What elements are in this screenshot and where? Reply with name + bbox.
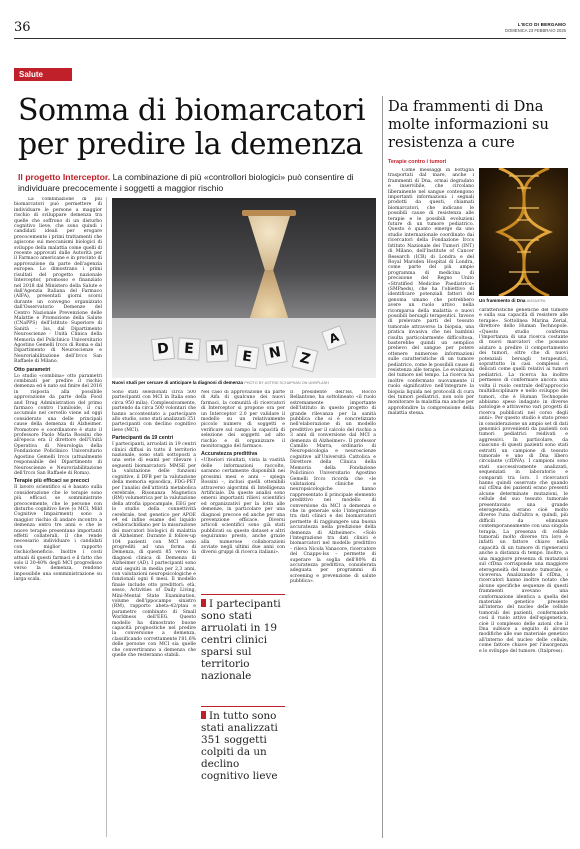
header-rule (14, 38, 566, 39)
pullquote-1-mark (201, 599, 206, 607)
main-headline (18, 94, 374, 162)
dna-caption-credit: ANSA/EPA (526, 299, 546, 303)
letter-cube-3: M (205, 339, 228, 362)
headline-line-2: per predire la demenza (18, 127, 363, 162)
dna-caption-text: Un frammento di Dna (479, 298, 526, 303)
dna-photo (479, 168, 568, 296)
main-paragraph-interceptor2: Nel caso di approvazione da parte di Aifa di qualcuno dei nuovi farmaci, la comunità di ricercatori di Interceptor si propone ora per un Interceptor 2.0 per validare il modello su un relativamente piccolo numero di soggetti e verificare sul campo la capacità di selezione dei soggetti ad alto rischio e di organizzare il monitoraggio del farmaco. (201, 390, 285, 450)
main-paragraph-selezione: Sono stati selezionati circa 500 partecipanti con MCI in Italia sono circa 950 mila). Complessivamente, partendo da circa 500 volontari che hanno accontentato a partecipare allo studio, sono stati analizzati 351 partecipanti con declino cognitivo lieve (MCI). (112, 390, 196, 433)
deck-text: La combinazione di più «controllori biologici» può consentire di individuare precocemente i soggetti a maggior rischio (18, 172, 354, 193)
letter-cube-1: D (151, 337, 175, 361)
side-kicker: Terapie contro i tumori (388, 159, 447, 165)
subhead-centri: Partecipanti da 19 centri (112, 435, 174, 442)
main-column-4 (290, 390, 376, 838)
pullquote-rule-mid (201, 706, 285, 707)
letter-cube-2: E (177, 337, 200, 360)
column-divider (106, 197, 107, 837)
subhead-otto-parametri: Otto parametri (14, 366, 51, 373)
section-label: Salute (19, 70, 44, 79)
section-tag (14, 68, 72, 81)
pullquote-2 (201, 710, 285, 782)
page-number: 36 (14, 20, 31, 35)
dna-photo-caption (479, 298, 568, 304)
letter-cube-5: N (262, 340, 287, 365)
main-paragraph-rossini: «Ulteriori risultati, vista la vastità delle informazioni raccolte, saranno certamente disponibili nei prossimi mesi e anni – spiega Rossini –, inclusi quelli ottenibili attraverso algoritmi di Intelligenza Artificiale. Da queste analisi sono emersi importanti rilievi scientifici ed organizzativi per la lotta alle demenze, in particolare per una diagnosi precoce ed anche per una prevenzione efficace. Diversi articoli scientifici sono già stati pubblicati su questo dataset e altri seguiranno presto, anche grazie alla numerose collaborazioni avviate negli ultimi due anni con diversi gruppi di ricerca italiani». (201, 458, 285, 556)
main-deck (18, 172, 376, 194)
pullquote-1 (201, 598, 285, 682)
letter-cube-6: Z (292, 346, 319, 373)
photo-credit: PHOTO BY ASTRID SCHAPHAN ON UNSPLASH (244, 381, 329, 385)
side-column-1 (388, 168, 474, 838)
side-paragraph-zerial: caratteristiche genetiche del tumore e sulla sua capacità di resistere alle terapie». Sottolinea Marina Zerial, direttore dello Human Technopole. «Questo studio conferma l'importanza di una ricerca costante di nuovi marcatori che possano aiutare a predire il comportamento dei tumori, oltre che di nuovi potenziali bersagli terapeutici, soprattutto in casi complessi e delicati come quelli relativi ai tumori pediatrici. La ricerca ha inoltre permesso di confermare ancora una volta il ruolo centrale dell'approccio multidisciplinare e nello sviluppo dei tumori, che è Human Technopole abbiamo speso indagato in diverse patologie e attraverso vari progetti di ricerca pubblicati nel corso degli anni». Per questo studio è stato preso in considerazione un ampio set di dati genomici provenienti da pazienti con tumori pediatrici reidivati e aggressivi. In particolare, da ciascuno di questi pazienti sono stati estratti un campione di tessuto tumorale e uno di Dna libero circolante (cfDNA). I campioni sono stati successivamente analizzati, sequenziati in laboratorio e comparati tra loro. I ricercatori hanno quindi osservato che quando sul cfDna dei pazienti erano presenti alcune determinate mutazioni, le cellule del suo tessuto tumorale presentavano una grande eterogeneità, erano cioè molto diverse l'una dall'altra e, quindi, più difficili da eliminare contemporaneamente con una singola terapia. La presenza di cellule tumorali molto diverse tra loro è infatti un fattore chiave nella capacità di un tumore di rigenerarsi anche a distanza di tempo. Inoltre, a una maggiore presenza di mutazioni sul cfDna corrisponde una maggiore eterogeneità del tessuto tumorale, e viceversa. Analizzando il cfDna, i ricercatori hanno inoltre notato che alcune specifiche sequenze di questi frammenti avevano una conformazione identica a quella del materiale genetico presente all'interno del nucleo delle cellule tumorali dei pazienti, confermando così il ruolo attivo dell'epigenetica, cioè il complesso delle azioni che il Dna subisce a seguito di alcune modifiche alle sue materiale genetico all'interno del nucleo delle cellule, come fattore chiave per l'insorgenza e lo sviluppo del tumore. (Italpress). (479, 308, 568, 654)
letter-cube-7: A (321, 325, 347, 351)
letter-cube-4: E (235, 345, 260, 370)
main-paragraph-centri: I partecipanti, arruolati in 19 centri clinici diffusi in tutto il territorio nazionale, sono stati sottoposti a una serie di esami per rilevare i seguenti biomarcatori: MMSE per la valutazione delle funzioni cognitive, il DFB per la valutazione della memoria episodica, FDG-PET per l'analisi dell'attività metabolica cerebrale, Risonanza Magnetica (RM) volumetrica per la valutazione della atrofia ippocampale, EEG per lo studio della connettività cerebrale, test genetico per APOE e4 ed infine esame del liquido cefalorachidiano per la misurazione dei marcatori biologici di malattia di Alzheimer. Durante il follow-up 104 pazienti con MCI sono progrediti ad una forma di Demenza, di questi 85 verso la diagnosi clinica di Demenza di Alzheimer (AD). I partecipanti sono stati seguiti in media per 2,3 anni, con valutazioni neuropsicologiche e funzionali ogni 6 mesi. Il modello finale include otto predittori: età, sesso, Activities of Daily Living, Mini-Mental State Examination, volume dell'ippocampo sinistro (RM), rapporto abeta-42/ptau e parametro combinato di Small Worldness dell'EEG. Questo modello ha dimostrato buone capacità prognostiche nel predire la conversione a demenza, classificando correttamente l'81,6% delle persone con MCI sia quelle che convertiranno a demenza che quelle che resteranno stabili. (112, 442, 196, 659)
side-paragraph-dna: Come messaggi in bottiglia trasportati dal mare, anche i frammenti di Dna, ormai degradato e inservibile, che circolano liberamente nel sangue contengono importanti informazioni: i segnali prodotti da questi, chiamati biomarcatori, che indicano le possibili cause di resistenza alle terapie e le possibili evoluzioni future di un tumore pediatrico. Questo è quanto emerge da uno studio internazionale coordinato dai ricercatori della Fondazione Irccs Istituto Nazionale dei Tumori (INT) di Milano, dell'Institute of Cancer Research (ICR) di Londra e del Royal Marsden Hospital di Londra, come parte del più ampio programma di medicina di precisione del Regno Unito «Stratified Medicine Paediatrics» (SMPaeds), che ha l'obiettivo di identificare potenziali fattori del genoma umano che potrebbero avere un ruolo attivo nella ricomparsa della malattia e nuovi possibili bersagli terapeutici. Invece di prelevare parti del tessuto tumorale attraverso la biopsia, una pratica invasiva che nei bambini risulta particolarmente difficoltosa, basterebbe quindi un semplice prelievo del sangue per potere ottenere numerose informazioni sulle caratteristiche di un tumore pediatrico, come le possibili cause di resistenza alle terapie. Le evoluzioni del tumore nel tempo. La ricerca ha inoltre confermato nuovamente il ruolo significativo nell'integrare la biopsia liquida nei protocolli di cura dei tumori pediatrici, non solo per monitorare la malattia ma anche per approfondire la comprensione della malattia stessa. (388, 168, 474, 417)
hourglass-shape (242, 210, 296, 330)
pullquote-rule-top (201, 594, 285, 595)
side-column-2 (479, 308, 568, 838)
publication-date: DOMENICA 23 FEBBRAIO 2025 (505, 28, 566, 33)
dna-helix-image (479, 168, 568, 296)
headline-line-1: Somma di biomarcatori (18, 93, 366, 128)
main-paragraph-parametri: Lo studio «combina» otto parametri combinati per predire il rischio demenza ed è nato sul finire del 2016 in risposta alla possibile approvazione da parte della Food and Drug Administration del primo farmaco contro l'amiloide, il cui accumulo nel cervello viene ad oggi considerato una delle principali cause della demenza di Alzheimer. Promotore e coordinatore è stato il professore Paolo Maria Rossini che all'epoca era il direttore dell'Unità Operativa di Neurologia della Fondazione Policlinico Universitario Agostino Gemelli Irccs (attualmente responsabile del Dipartimento di Neuroscienze e Neuroriabilitazione dell'Irccs San Raffaele di Roma). (14, 373, 102, 476)
side-headline: Da frammenti di Dna molte informazioni su resistenza a cure (388, 98, 549, 151)
main-column-3 (201, 390, 285, 590)
pullquote-2-text: In tutto sono stati analizzati 351 soggetti colpiti da un declino cognitivo lieve (201, 710, 278, 782)
pullquote-1-text: I partecipanti sono stati arruolati in 19 centri clinici sparsi sul territorio nazionale (201, 598, 281, 682)
main-column-2 (112, 390, 196, 838)
main-photo (112, 198, 376, 378)
main-column-1 (14, 197, 102, 837)
photo-caption (112, 380, 376, 386)
publication-name: L'ECO DI BERGAMO (517, 22, 566, 27)
subhead-accuratezza: Accuratezza predittiva (201, 451, 258, 458)
pullquote-2-mark (201, 711, 206, 719)
page-header (14, 20, 566, 50)
main-paragraph-bellantone: Il presidente dell'Iss, Rocco Bellantone, ha sottolineato «il ruolo estremamente importante dell'Istituto in questo progetto di grande rilevanza per la sanità pubblica che si è concretizzato nell'elaborazione di un modello predittivo per il calcolo del rischio a 3 anni di conversione dal MCI a demenza di Alzheimer». Il professor Camillo Marra, ordinario di Neuropsicologia e neuroscienze cognitive all'Università Cattolica e Direttore della Clinica della Memoria della Fondazione Policlinico Universitario Agostino Gemelli Irccs ricorda che «le valutazioni cliniche e neuropsicologiche hanno rappresentato il principale elemento predittivo nel modello di conversione da MCI a demenza e che in generale solo l'integrazione tra dati clinici e dei biomarcatori permette di raggiungere una buona accuratezza nella predizione della demenza di Alzheimer». «Solo l'integrazione tra dati clinici e biomarcatori nel modello predittivo – rileva Nicola Vanacore, ricercatore del Cnapps-Iss – permette di superare la soglia dell'80% di accuratezza predittiva, considerata adeguata per programmi di screening e prevenzione di salute pubblica». (290, 390, 376, 585)
main-paragraph-terapie: Il lavoro scientifico si è basato sulla considerazione che le terapie sono più efficaci se somministrate precocemente, che le persone con disturbo cognitivo lieve (o MCI, Mild Cognitive Impairment) sono a maggior rischio di andare incontro a demenza entro tre anni e che le nuove terapie presentano importanti effetti collaterali, il che rende necessario individuare i candidati con miglior rapporto rischio/beneficio. Inoltre i costi attuali di questi farmaci e il fatto che solo il 30-40% degli MCI progredisce verso la demenza, rendono impossibile una somministrazione su larga scala. (14, 485, 102, 583)
subhead-terapie-precoci: Terapie più efficaci se precoci (14, 478, 90, 485)
photo-caption-text: Nuovi studi per cercare di anticipare la diagnosi di demenza (112, 380, 243, 385)
main-paragraph-intro: La combinazione di più biomarcatori può permettere di individuare le persone a maggior rischio di sviluppare demenza tra quelle che soffrono di un disturbo cognitivo lieve, che sono quindi i candidati ideali per erogare precocemente i primi trattamenti che agiscono sui meccanismi biologici di sviluppo della malattia come quelli di recente approvati dalle Autorità per il Farmaco americane e in procinto di approvazione da parte dell'agenzia europea. Lo dimostrano i primi risultati del progetto nazionale Interceptor, promosso e finanziato nel 2018 dal Ministero della Salute e dall'Agenzia Italiana del Farmaco (AIFA), presentati giorni scorsi durante un convegno organizzato dall'Osservatorio Demenze del Centro Nazionale Prevenzione delle Malattie e Promozione della Salute (CNaPPS) dell'Istituto Superiore di Sanità - Iss, dal Dipartimento Neuroscienze - Unità Clinica della Memoria del Policlinico Universitario Agostino Gemelli Irccs di Roma e dal Dipartimento di Neuroscienze e Neuroriabilitazione dell'Irccs San Raffaele di Milano. (14, 197, 102, 365)
side-article-divider (382, 96, 383, 838)
deck-kicker: Il progetto Interceptor. (18, 172, 111, 182)
